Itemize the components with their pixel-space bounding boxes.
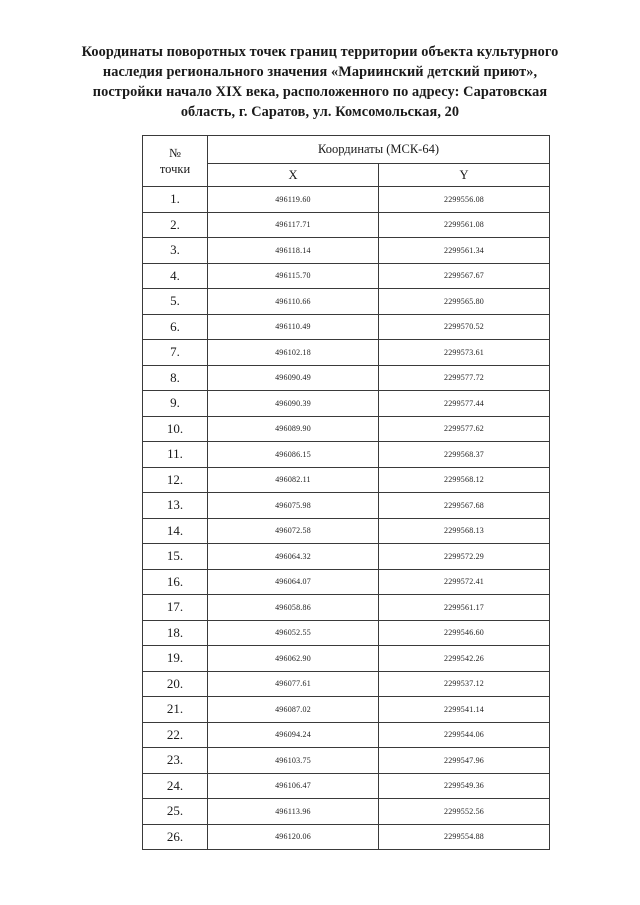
- y-coordinate-cell: 2299570.52: [379, 314, 550, 340]
- y-coordinate-cell: 2299568.12: [379, 467, 550, 493]
- x-coordinate-cell: 496090.39: [208, 391, 379, 417]
- point-number-cell: 7.: [143, 340, 208, 366]
- x-coordinate-cell: 496089.90: [208, 416, 379, 442]
- point-number-cell: 24.: [143, 773, 208, 799]
- point-number-cell: 11.: [143, 442, 208, 468]
- point-number-cell: 9.: [143, 391, 208, 417]
- table-row: [143, 340, 550, 366]
- y-coordinate-cell: 2299537.12: [379, 671, 550, 697]
- y-coordinate-cell: 2299541.14: [379, 697, 550, 723]
- table-row: [143, 569, 550, 595]
- table-row: [143, 493, 550, 519]
- y-coordinate-cell: 2299577.62: [379, 416, 550, 442]
- coordinates-table: [142, 135, 550, 850]
- table-row: [143, 824, 550, 850]
- y-coordinate-cell: 2299561.17: [379, 595, 550, 621]
- table-row: [143, 518, 550, 544]
- table-row: [143, 289, 550, 315]
- y-coordinate-cell: 2299554.88: [379, 824, 550, 850]
- table-row: [143, 238, 550, 264]
- title-line: Координаты поворотных точек границ территории объекта культурного: [81, 44, 559, 60]
- x-coordinate-cell: 496103.75: [208, 748, 379, 774]
- table-row: [143, 187, 550, 213]
- header-point-number: [143, 136, 208, 187]
- table-row: [143, 722, 550, 748]
- y-coordinate-cell: 2299552.56: [379, 799, 550, 825]
- table-body: [143, 187, 550, 850]
- table-row: [143, 263, 550, 289]
- point-number-cell: 22.: [143, 722, 208, 748]
- point-number-cell: 10.: [143, 416, 208, 442]
- y-coordinate-cell: 2299561.34: [379, 238, 550, 264]
- y-coordinate-cell: 2299568.37: [379, 442, 550, 468]
- table-row: [143, 697, 550, 723]
- y-coordinate-cell: 2299577.72: [379, 365, 550, 391]
- x-coordinate-cell: 496072.58: [208, 518, 379, 544]
- table-row: [143, 544, 550, 570]
- point-number-cell: 17.: [143, 595, 208, 621]
- x-coordinate-cell: 496052.55: [208, 620, 379, 646]
- point-number-cell: 19.: [143, 646, 208, 672]
- x-coordinate-cell: 496102.18: [208, 340, 379, 366]
- x-coordinate-cell: 496087.02: [208, 697, 379, 723]
- x-coordinate-cell: 496120.06: [208, 824, 379, 850]
- x-coordinate-cell: 496106.47: [208, 773, 379, 799]
- y-coordinate-cell: 2299549.36: [379, 773, 550, 799]
- table-row: [143, 773, 550, 799]
- y-coordinate-cell: 2299573.61: [379, 340, 550, 366]
- point-number-cell: 6.: [143, 314, 208, 340]
- point-number-cell: 18.: [143, 620, 208, 646]
- table-row: [143, 799, 550, 825]
- title-line: область, г. Саратов, ул. Комсомольская, 20: [180, 104, 460, 120]
- x-coordinate-cell: 496119.60: [208, 187, 379, 213]
- point-number-cell: 8.: [143, 365, 208, 391]
- y-coordinate-cell: 2299565.80: [379, 289, 550, 315]
- header-y: Y: [379, 164, 550, 187]
- y-coordinate-cell: 2299572.41: [379, 569, 550, 595]
- table-row: [143, 442, 550, 468]
- point-number-cell: 25.: [143, 799, 208, 825]
- x-coordinate-cell: 496064.32: [208, 544, 379, 570]
- point-number-cell: 13.: [143, 493, 208, 519]
- point-number-cell: 2.: [143, 212, 208, 238]
- x-coordinate-cell: 496117.71: [208, 212, 379, 238]
- header-num-symbol: №: [169, 146, 181, 160]
- table-row: [143, 416, 550, 442]
- header-x: X: [208, 164, 379, 187]
- x-coordinate-cell: 496090.49: [208, 365, 379, 391]
- y-coordinate-cell: 2299572.29: [379, 544, 550, 570]
- x-coordinate-cell: 496058.86: [208, 595, 379, 621]
- x-coordinate-cell: 496062.90: [208, 646, 379, 672]
- header-coordinates: Координаты (МСК-64): [208, 136, 550, 164]
- x-coordinate-cell: 496075.98: [208, 493, 379, 519]
- point-number-cell: 4.: [143, 263, 208, 289]
- x-coordinate-cell: 496082.11: [208, 467, 379, 493]
- table-row: [143, 391, 550, 417]
- table-row: [143, 595, 550, 621]
- document-title: [40, 42, 600, 122]
- y-coordinate-cell: 2299567.67: [379, 263, 550, 289]
- x-coordinate-cell: 496064.07: [208, 569, 379, 595]
- x-coordinate-cell: 496110.66: [208, 289, 379, 315]
- y-coordinate-cell: 2299567.68: [379, 493, 550, 519]
- point-number-cell: 26.: [143, 824, 208, 850]
- point-number-cell: 1.: [143, 187, 208, 213]
- y-coordinate-cell: 2299542.26: [379, 646, 550, 672]
- title-line: наследия регионального значения «Мариинский детский приют»,: [102, 64, 538, 80]
- point-number-cell: 15.: [143, 544, 208, 570]
- point-number-cell: 16.: [143, 569, 208, 595]
- x-coordinate-cell: 496118.14: [208, 238, 379, 264]
- y-coordinate-cell: 2299547.96: [379, 748, 550, 774]
- y-coordinate-cell: 2299568.13: [379, 518, 550, 544]
- point-number-cell: 14.: [143, 518, 208, 544]
- header-num-word: точки: [159, 162, 191, 176]
- x-coordinate-cell: 496110.49: [208, 314, 379, 340]
- title-line: постройки начало XIX века, расположенного по адресу: Саратовская: [92, 84, 548, 100]
- table-row: [143, 467, 550, 493]
- point-number-cell: 12.: [143, 467, 208, 493]
- y-coordinate-cell: 2299577.44: [379, 391, 550, 417]
- x-coordinate-cell: 496094.24: [208, 722, 379, 748]
- y-coordinate-cell: 2299544.06: [379, 722, 550, 748]
- table-row: [143, 212, 550, 238]
- point-number-cell: 3.: [143, 238, 208, 264]
- table-row: [143, 748, 550, 774]
- x-coordinate-cell: 496113.96: [208, 799, 379, 825]
- x-coordinate-cell: 496077.61: [208, 671, 379, 697]
- table-row: [143, 646, 550, 672]
- y-coordinate-cell: 2299546.60: [379, 620, 550, 646]
- point-number-cell: 20.: [143, 671, 208, 697]
- table-row: [143, 671, 550, 697]
- table-row: [143, 620, 550, 646]
- point-number-cell: 21.: [143, 697, 208, 723]
- table-row: [143, 365, 550, 391]
- y-coordinate-cell: 2299561.08: [379, 212, 550, 238]
- point-number-cell: 5.: [143, 289, 208, 315]
- point-number-cell: 23.: [143, 748, 208, 774]
- y-coordinate-cell: 2299556.08: [379, 187, 550, 213]
- x-coordinate-cell: 496115.70: [208, 263, 379, 289]
- x-coordinate-cell: 496086.15: [208, 442, 379, 468]
- table-row: [143, 314, 550, 340]
